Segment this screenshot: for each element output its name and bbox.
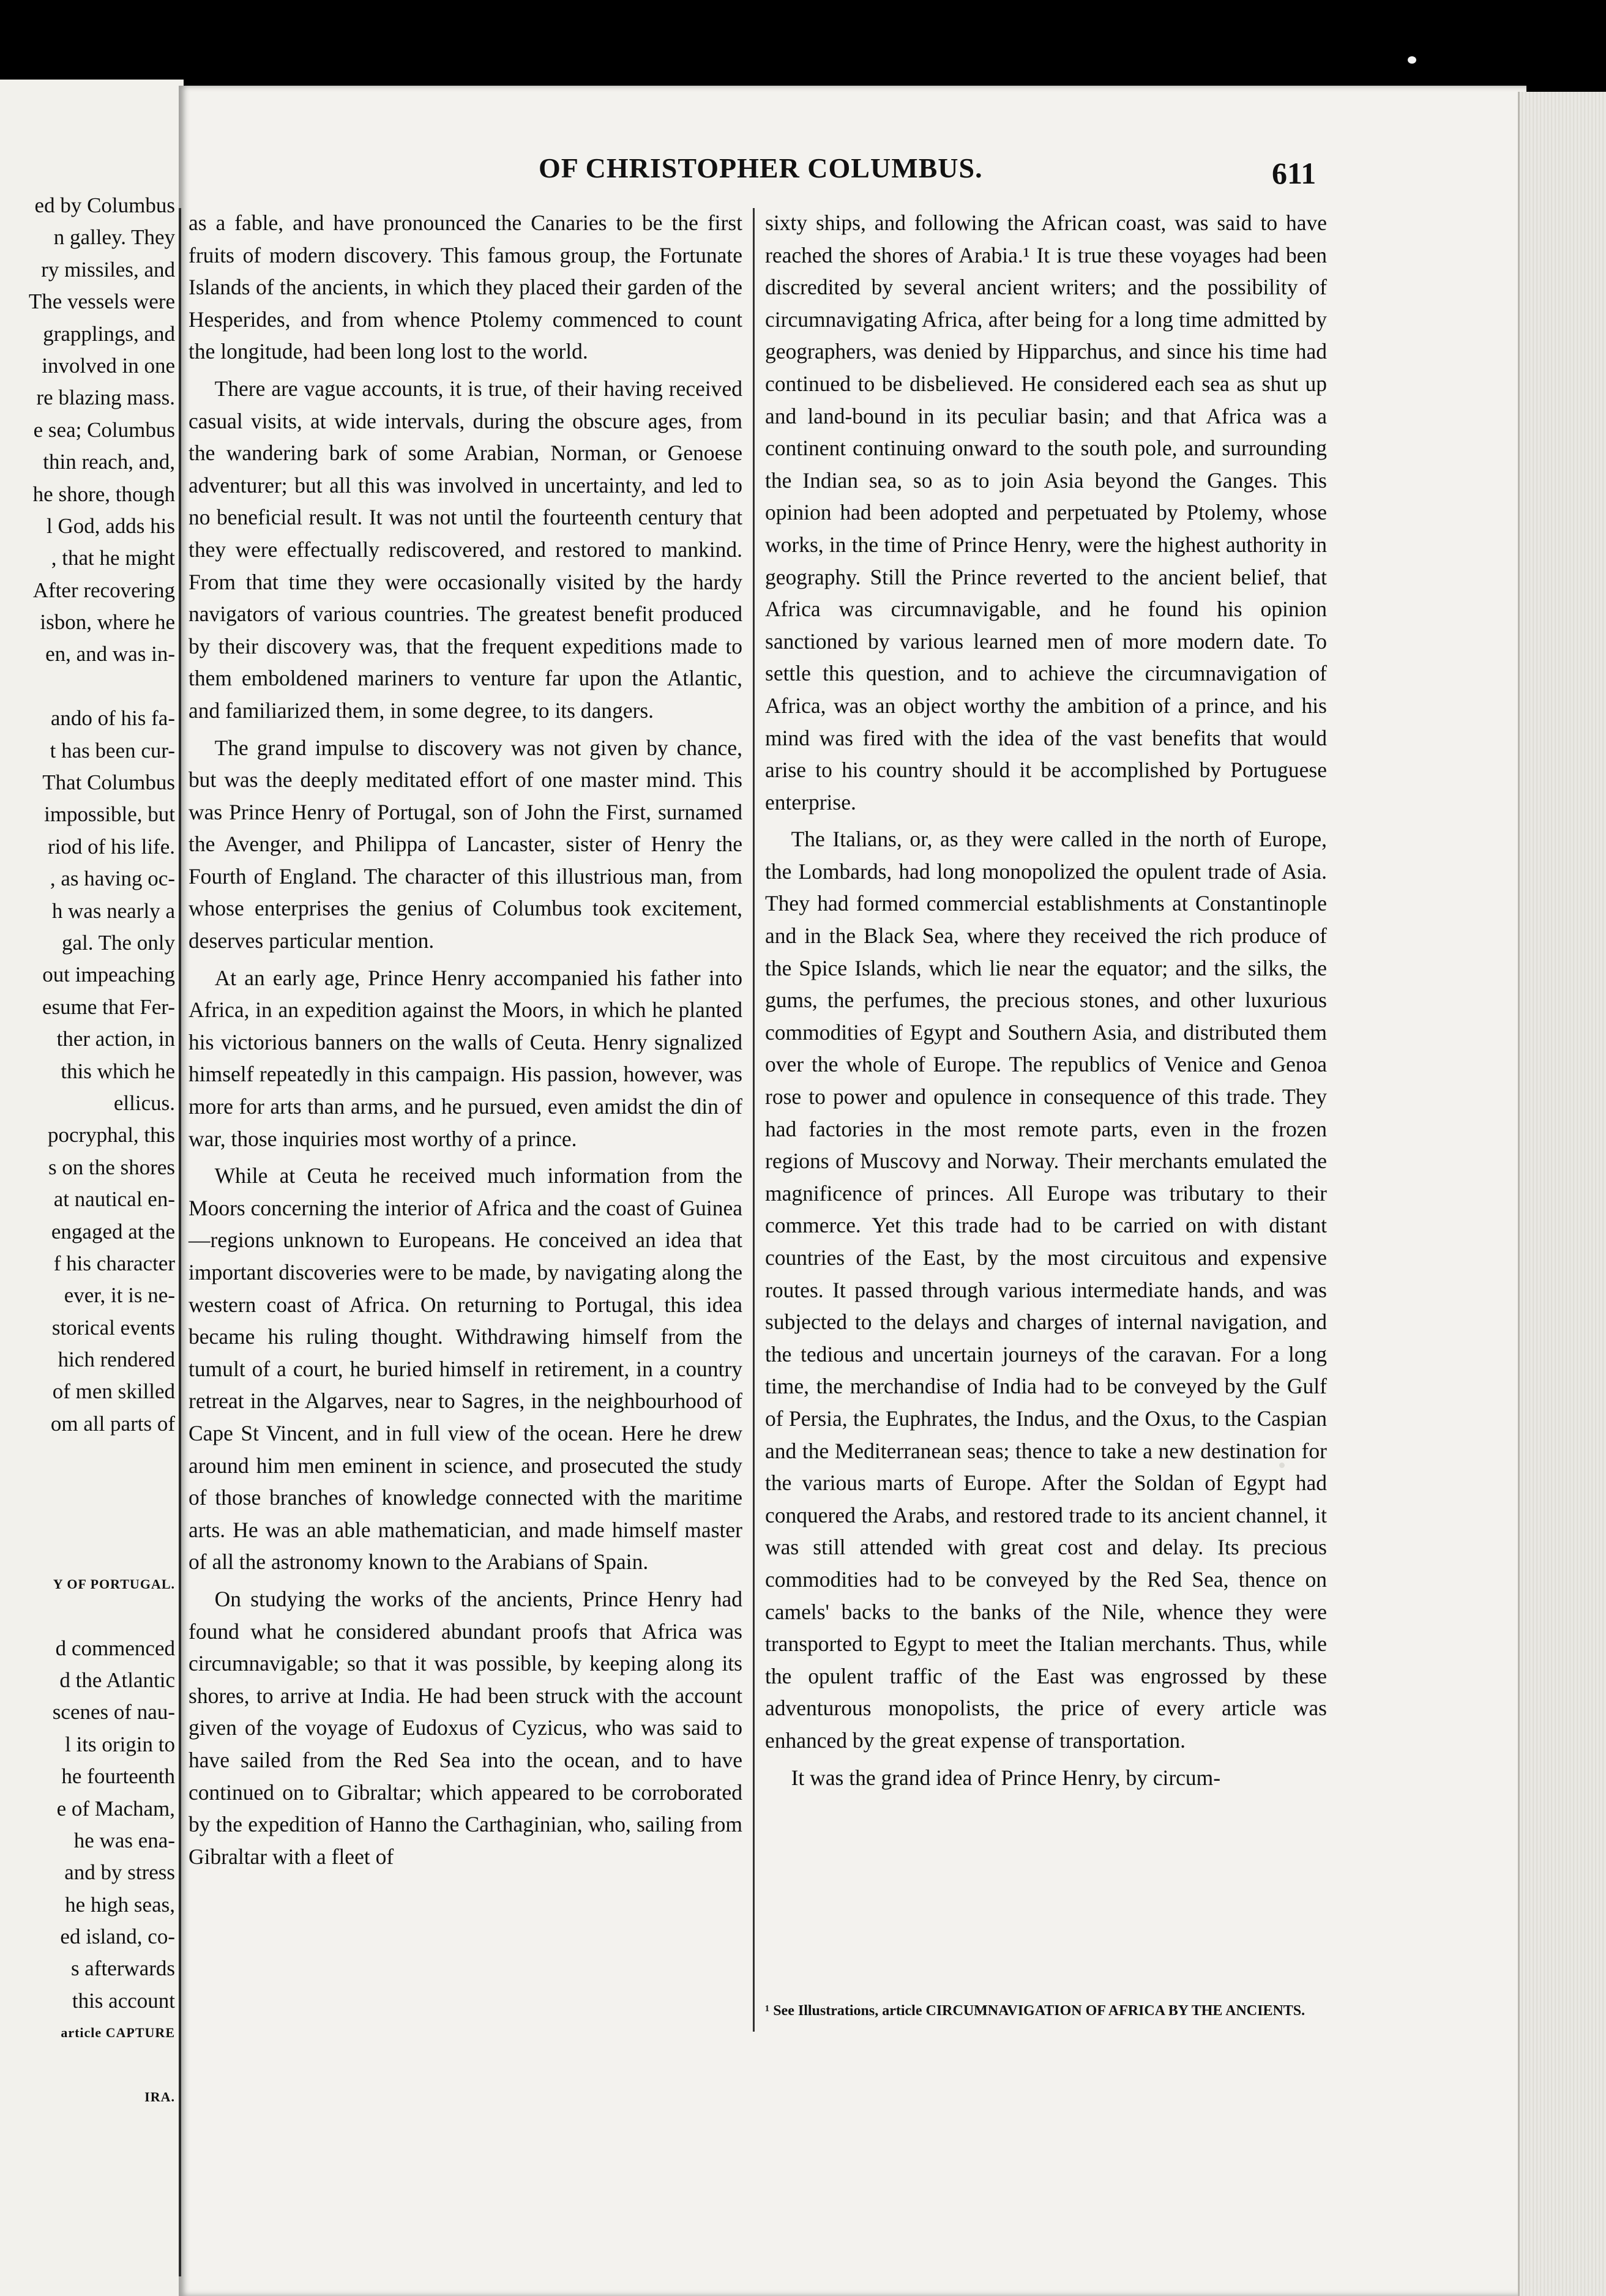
left-fragment-line: om all parts of [50,1411,175,1436]
left-fragment-line [0,1536,175,1568]
left-fragment-line: he fourteenth [61,1764,175,1789]
left-fragment-line: he high seas, [65,1892,175,1917]
gutter-rule [179,208,181,2276]
right-column [765,207,1327,1794]
left-fragment-line: Y OF PORTUGAL. [53,1576,175,1592]
left-fragment-line: article CAPTURE [61,2025,175,2041]
paragraph: sixty ships, and following the African coast, was said to have reached the shores of Arabia.¹ It is true these voyages had been discredited by several ancient writers; and the possibility of circumnavigating Africa, after being for a long time admitted by geographers, was denied by Hipparchus, and since his time had continued to be disbelieved. He considered each sea as shut up and land-bound in its peculiar basin; and that Africa was a continent continuing onward to the south pole, and surrounding the Indian sea, so as to join Asia beyond the Ganges. This opinion had been adopted and perpetuated by Ptolemy, whose works, in the time of Prince Henry, were the highest authority in geography. Still the Prince reverted to the ancient belief, that Africa was circumnavigable, and he found his opinion sanctioned by various learned men of more modern date. To settle this question, and to achieve the circumnavigation of Africa, was an object worthy the ambition of a prince, and his mind was fired with the idea of the vast benefits that would arise to his country should it be accomplished by Portuguese enterprise. [765,211,1327,814]
left-fragment-line: grapplings, and [43,321,175,346]
left-fragment-line [0,1440,175,1472]
middle-column [189,207,742,1873]
left-page-text-column [0,190,175,2113]
paragraph: While at Ceuta he received much information from the Moors concerning the interior of Africa and the coast of Guinea—regions unknown to Europeans. He conceived an idea that important discoveries were to be made, by navigating along the western coast of Africa. On returning to Portugal, this idea became his ruling thought. Withdrawing himself from the tumult of a court, he buried himself in retirement, in a country retreat in the Algarves, near to Sagres, in the neighbourhood of Cape St Vincent, and in full view of the ocean. Here he drew around him men eminent in science, and prosecuted the study of those branches of knowledge connected with the maritime arts. He was an able mathematician, and made himself master of all the astronomy known to the Arabians of Spain. [189,1163,742,1575]
paragraph: as a fable, and have pronounced the Canaries to be the first fruits of modern discovery. This famous group, the Fortunate Islands of the ancients, in which they placed their garden of the Hesperides, and from whence Ptolemy commenced to count the longitude, had been long lost to the world. [189,211,742,364]
left-fragment-line: d the Atlantic [59,1668,175,1692]
left-fragment-line [0,671,175,703]
left-fragment-line: engaged at the [51,1219,175,1243]
left-fragment-line [0,1600,175,1632]
left-fragment-line: After recovering [32,578,175,602]
page-number: 611 [1272,156,1317,190]
paragraph: It was the grand idea of Prince Henry, by circum- [791,1765,1221,1790]
left-fragment-line: ed island, co- [60,1925,175,1949]
left-fragment-line: e of Macham, [56,1796,175,1821]
left-fragment-line [0,1504,175,1536]
footnote: ¹ See Illustrations, article CIRCUMNAVIGATION OF AFRICA BY THE ANCIENTS. [765,2003,1305,2019]
left-fragment-line: impossible, but [44,802,175,827]
left-fragment-line: this account [72,1988,175,2013]
left-fragment-line: ther action, in [56,1027,175,1051]
left-fragment-line: ando of his fa- [50,706,175,731]
left-fragment-line: thin reach, and, [43,450,175,474]
left-fragment-line: ry missiles, and [41,257,175,281]
left-fragment-line [0,2049,175,2081]
left-fragment-line: pocryphal, this [47,1123,175,1147]
left-fragment-line: out impeaching [42,963,175,987]
left-fragment-line: , that he might [51,546,175,570]
left-fragment-line: ever, it is ne- [64,1283,175,1308]
left-fragment-line: he shore, though [32,482,175,506]
left-fragment-line: t has been cur- [50,738,175,762]
left-fragment-line: IRA. [144,2089,175,2105]
left-fragment-line: n galley. They [53,225,175,250]
left-fragment-line: en, and was in- [45,642,175,666]
left-fragment-line: scenes of nau- [52,1700,175,1724]
left-fragment-line: l its origin to [65,1732,175,1756]
left-fragment-line [0,1472,175,1504]
paragraph: At an early age, Prince Henry accompanied his father into Africa, in an expedition against the Moors, in which he planted his victorious banners on the walls of Ceuta. Henry signalized himself repeatedly in this campaign. His passion, however, was more for arts than arms, and he pursued, even amidst the din of war, those inquiries most worthy of a prince. [189,965,742,1151]
left-fragment-line: h was nearly a [51,898,175,923]
running-title: OF CHRISTOPHER COLUMBUS. [539,152,983,184]
left-fragment-line: The vessels were [28,289,175,314]
left-fragment-line: ellicus. [113,1090,175,1115]
left-fragment-line: isbon, where he [40,610,175,635]
left-fragment-line: f his character [53,1251,175,1275]
left-fragment-line: l God, adds his [47,513,175,538]
left-fragment-line: storical events [51,1315,175,1340]
left-fragment-line: e sea; Columbus [33,417,175,442]
left-page [0,80,184,2296]
paragraph: There are vague accounts, it is true, of their having received casual visits, at wide intervals, during the obscure ages, from the wandering bark of some Arabian, Norman, or Genoese adventurer; but all this was involved in uncertainty, and led to no beneficial result. It was not until the fourteenth century that they were effectually rediscovered, and restored to mankind. From that time they were occasionally visited by the hardy navigators of various countries. The greatest benefit produced by their discovery was, that the frequent expeditions made to them emboldened mariners to venture far upon the Atlantic, and familiarized them, in some degree, to its dangers. [189,376,742,723]
left-fragment-line: , as having oc- [50,867,175,891]
left-fragment-line: re blazing mass. [36,386,175,410]
left-fragment-line: gal. The only [61,930,175,955]
left-fragment-line: s on the shores [48,1155,175,1179]
left-fragment-line: involved in one [42,353,175,378]
left-fragment-line: and by stress [64,1860,175,1885]
left-fragment-line: d commenced [55,1636,175,1660]
left-fragment-line: at nautical en- [53,1187,175,1212]
left-fragment-line: he was ena- [73,1828,175,1852]
left-fragment-line: this which he [61,1059,175,1083]
paragraph: The Italians, or, as they were called in the north of Europe, the Lombards, had long monopolized the opulent trade of Asia. They had formed commercial establishments at Constantinople and in the Black Sea, where they received the rich produce of the Spice Islands, which lie near the equator; and the silks, the gums, the perfumes, the precious stones, and other luxurious commodities of Egypt and Southern Asia, and distributed them over the whole of Europe. The republics of Venice and Genoa rose to power and opulence in consequence of this trade. They had factories in the most remote parts, even in the frozen regions of Muscovy and Norway. Their merchants emulated the magnificence of princes. All Europe was tributary to their commerce. Yet this trade had to be carried on with distant countries of the East, by the most circuitous and expensive routes. It passed through various intermediate hands, and was subjected to the delays and charges of internal navigation, and the tedious and uncertain journeys of the caravan. For a long time, the merchandise of India had to be conveyed by the Gulf of Persia, the Euphrates, the Indus, and the Oxus, to the Caspian and the Mediterranean seas; thence to take a new destination for the various marts of Europe. After the Soldan of Egypt had conquered the Arabs, and restored trade to its ancient channel, it was still attended with great cost and delay. Its precious commodities had to be conveyed by the Red Sea, thence on camels' backs to the banks of the Nile, whence they were transported to Egypt to meet the Italian merchants. Thus, while the opulent traffic of the East was engrossed by these adventurous monopolists, the price of every article was enhanced by the great expense of transportation. [765,827,1327,1753]
left-fragment-line: ed by Columbus [34,193,175,217]
left-fragment-line: riod of his life. [47,834,175,859]
left-fragment-line: That Columbus [42,770,175,795]
column-rule [753,208,755,2032]
paragraph: On studying the works of the ancients, Prince Henry had found what he considered abundant proofs that Africa was circumnavigable; so that it was possible, by keeping along its shores, to arrive at India. He had been struck with the account given of the voyage of Eudoxus of Cyzicus, who was said to have sailed from the Red Sea into the ocean, and to have continued on to Gibraltar; which appeared to be corroborated by the expedition of Hanno the Carthaginian, who, sailing from Gibraltar with a fleet of [189,1586,742,1869]
dust-speck [1408,56,1416,64]
paragraph: The grand impulse to discovery was not given by chance, but was the deeply meditated effort of one master mind. This was Prince Henry of Portugal, son of John the First, surnamed the Avenger, and Philippa of Lancaster, sister of Henry the Fourth of England. The character of this illustrious man, from whose enterprises the genius of Columbus took excitement, deserves particular mention. [189,735,742,953]
left-fragment-line: s afterwards [70,1956,175,1981]
left-fragment-line: esume that Fer- [42,994,175,1019]
page-fore-edge [1518,92,1606,2296]
left-fragment-line: hich rendered [58,1347,175,1372]
left-fragment-line: of men skilled [52,1379,175,1404]
